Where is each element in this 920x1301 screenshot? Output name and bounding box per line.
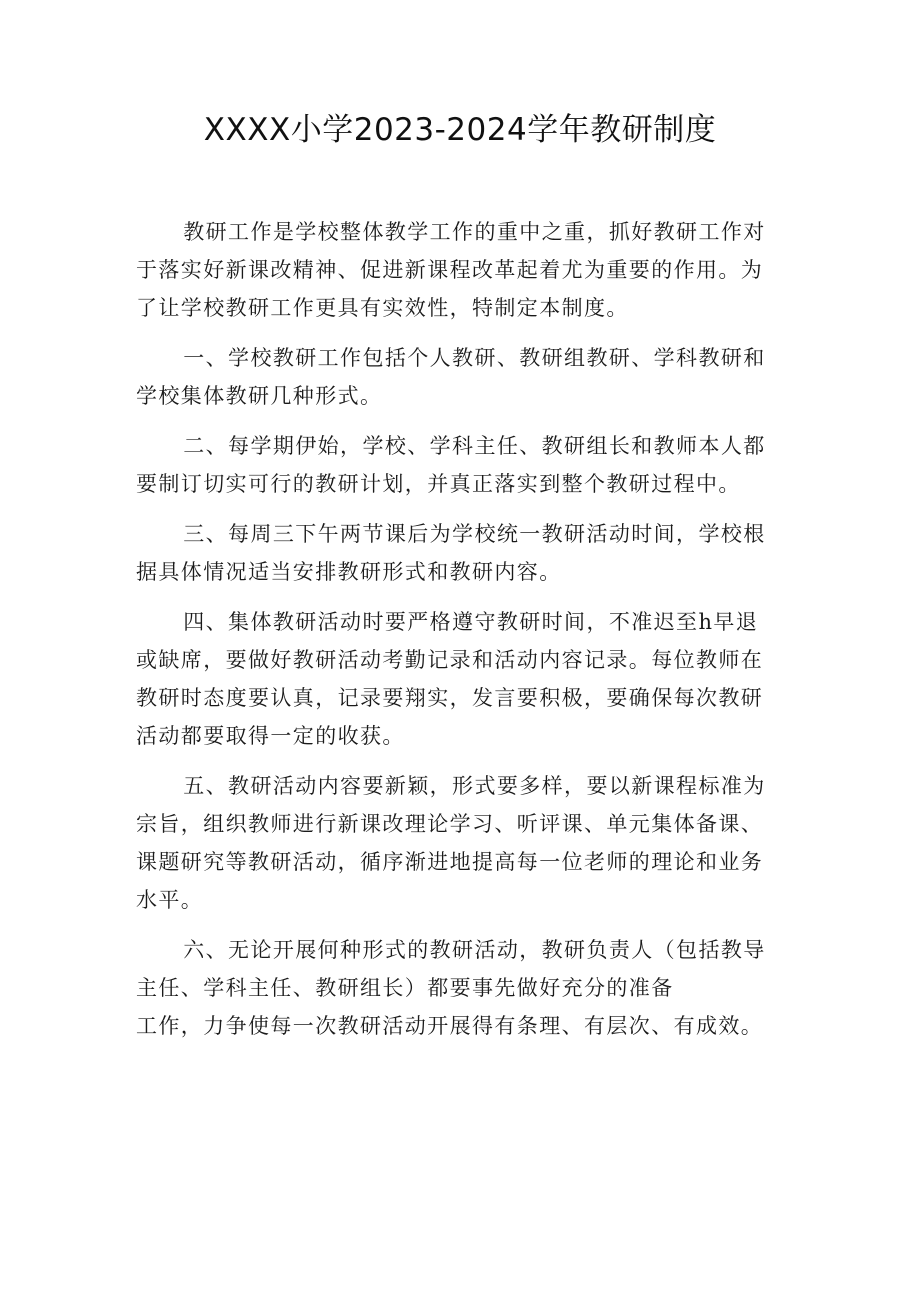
- paragraph-item-4: [136, 603, 791, 755]
- text-line: 教研工作是学校整体教学工作的重中之重，抓好教研工作对: [183, 220, 766, 244]
- text-line: 工作，力争使每一次教研活动开展得有条理、有层次、有成效。: [136, 1014, 764, 1038]
- text-line: 活动都要取得一定的收获。: [136, 724, 405, 748]
- text-line: 要制订切实可行的教研计划，并真正落实到整个教研过程中。: [136, 472, 741, 496]
- text-line: 水平。: [136, 888, 204, 912]
- paragraph-item-6: [136, 931, 791, 1045]
- text-line: 据具体情况适当安排教研形式和教研内容。: [136, 560, 562, 584]
- text-line: 或缺席，要做好教研活动考勤记录和活动内容记录。每位教师在: [136, 648, 764, 672]
- paragraph-item-3: [136, 515, 791, 591]
- text-line: 五、教研活动内容要新颖，形式要多样，要以新课程标准为: [183, 774, 766, 798]
- paragraph-item-5: [136, 767, 791, 919]
- text-line: 教研时态度要认真，记录要翔实，发言要积极，要确保每次教研: [136, 686, 764, 710]
- text-line: 于落实好新课改精神、促进新课程改革起着尤为重要的作用。为: [136, 258, 764, 282]
- text-line: 四、集体教研活动时要严格遵守教研时间，不准迟至h早退: [183, 610, 759, 634]
- text-line: 了让学校教研工作更具有实效性，特制定本制度。: [136, 296, 629, 320]
- text-line: 宗旨，组织教师进行新课改理论学习、听评课、单元集体备课、: [136, 812, 764, 836]
- paragraph-item-2: [136, 427, 791, 503]
- text-line: 三、每周三下午两节课后为学校统一教研活动时间，学校根: [183, 522, 766, 546]
- document-title: XXXX小学2023-2024学年教研制度: [203, 112, 717, 148]
- document-body: [136, 213, 791, 1045]
- paragraph-item-1: [136, 339, 791, 415]
- paragraph-intro: [136, 213, 791, 327]
- text-line: 二、每学期伊始，学校、学科主任、教研组长和教师本人都: [183, 434, 766, 458]
- text-line: 六、无论开展何种形式的教研活动，教研负责人（包括教导: [183, 938, 766, 962]
- text-line: 课题研究等教研活动，循序渐进地提高每一位老师的理论和业务: [136, 850, 764, 874]
- text-line: 主任、学科主任、教研组长）都要事先做好充分的准备: [136, 976, 674, 1000]
- text-line: 一、学校教研工作包括个人教研、教研组教研、学科教研和: [183, 346, 766, 370]
- text-line: 学校集体教研几种形式。: [136, 384, 383, 408]
